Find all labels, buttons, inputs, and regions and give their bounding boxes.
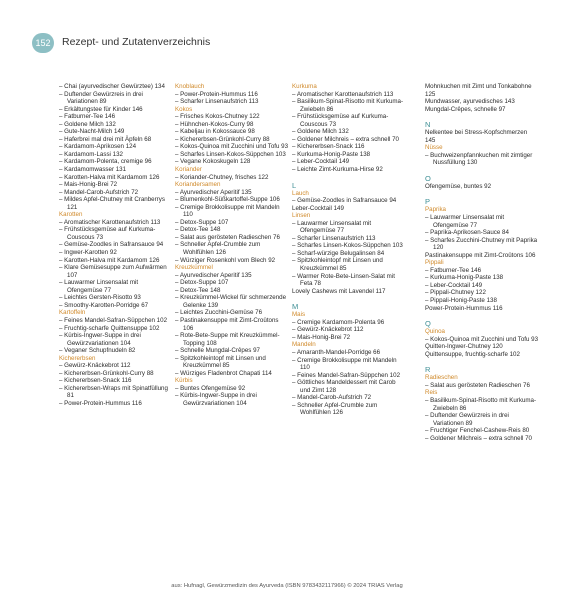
- index-subentry: – Kabeljau in Kokossauce 98: [175, 128, 255, 136]
- index-entry: Mungdal-Crêpes, schnelle 97: [425, 105, 506, 113]
- index-subentry: – Rote-Bete-Suppe mit Kreuzkümmel-Topping 108: [175, 332, 280, 347]
- index-subentry: – Gemüse-Zoodles in Safransauce 94: [292, 197, 397, 205]
- index-entry: Ofengemüse, buntes 92: [425, 182, 492, 190]
- index-subentry: – Ingwer-Karotten 92: [59, 249, 117, 257]
- index-subentry: – Kürbis-Ingwer-Suppe in drei Gewürzvariationen 104: [175, 392, 257, 407]
- index-section-heading: Kartoffeln: [59, 309, 86, 317]
- index-subentry: – Mildes Apfel-Chutney mit Cranberrys 121: [59, 196, 165, 211]
- index-section-heading: Nüsse: [425, 144, 443, 152]
- index-subentry: – Erkältungstee für Kinder 146: [59, 105, 143, 113]
- index-subentry: – Cremige Brokkolisuppe mit Mandeln 110: [175, 203, 280, 219]
- index-subentry: – Fatburner-Tee 146: [59, 113, 116, 121]
- index-entry: Quittensuppe, fruchtig-scharfe 102: [425, 350, 520, 358]
- index-subentry: – Goldener Milchreis – extra schnell 70: [292, 135, 399, 143]
- index-subentry: – Leber-Cocktail 149: [425, 281, 483, 289]
- index-subentry: – Frühstücksgemüse auf Kurkuma-Couscous 73: [59, 226, 156, 241]
- index-subentry: – Ayurvedischer Aperitif 135: [175, 188, 252, 196]
- index-subentry: – Lauwarmer Linsensalat mit Ofengemüse 77: [425, 214, 505, 229]
- index-subentry: – Kurkuma-Honig-Paste 138: [425, 274, 504, 282]
- index-subentry: – Kardamom-Polenta, cremige 96: [59, 158, 152, 166]
- section-spacer: [425, 312, 539, 316]
- index-subentry: – Kardamomwasser 131: [59, 166, 127, 174]
- index-subentry: – Gute-Nacht-Milch 149: [59, 128, 125, 136]
- index-section-heading: Karotten: [59, 211, 83, 219]
- index-subentry: – Spitzkohleintopf mit Linsen und Kreuzkümmel 85: [175, 354, 266, 370]
- index-subentry: – Frühstücksgemüse auf Kurkuma-Couscous 73: [292, 113, 389, 128]
- index-section-heading: Paprika: [425, 206, 446, 214]
- index-subentry: – Kichererbsen-Snack 116: [59, 377, 132, 385]
- index-section-heading: Kurkuma: [292, 83, 317, 90]
- index-subentry: – Paprika-Aprikosen-Sauce 84: [425, 229, 509, 237]
- index-subentry: – Detox-Suppe 107: [175, 218, 229, 226]
- index-section-heading: Radieschen: [425, 374, 458, 382]
- index-subentry: – Leichtes Gersten-Risotto 93: [59, 294, 141, 302]
- index-letter-heading: M: [292, 302, 299, 312]
- index-entry: Power-Protein-Hummus 116: [425, 304, 503, 312]
- index-entry: Nelkentee bei Stress-Kopfschmerzen 145: [425, 129, 528, 144]
- index-subentry: – Feines Mandel-Safran-Süppchen 102: [292, 371, 401, 379]
- index-section-heading: Koriandersamen: [175, 181, 221, 189]
- index-subentry: – Klare Gemüsesuppe zum Aufwärmen 107: [59, 264, 167, 279]
- index-subentry: – Würziges Fladenbrot Chapati 114: [175, 369, 272, 377]
- index-subentry: – Mais-Honig-Brei 72: [59, 181, 118, 189]
- index-section-heading: Pippali: [425, 259, 444, 267]
- index-subentry: – Würziger Rosenkohl vom Blech 92: [175, 256, 276, 264]
- index-subentry: – Fruchtig-scharfe Quittensuppe 102: [59, 324, 160, 332]
- index-subentry: – Cremige Brokkolisuppe mit Mandeln 110: [292, 356, 397, 372]
- index-subentry: – Kichererbsen-Grünkohl-Curry 88: [59, 369, 154, 377]
- index-letter-heading: N: [425, 120, 431, 130]
- section-spacer: [425, 113, 539, 117]
- index-section-heading: Mais: [292, 311, 306, 319]
- index-subentry: – Chai (ayurvedischer Gewürztee) 134: [59, 83, 165, 90]
- index-letter-heading: R: [425, 365, 431, 375]
- index-letter-heading: O: [425, 173, 431, 183]
- index-subentry: – Buchweizenpfannkuchen mit zimtiger Nussfüllung 130: [425, 151, 533, 167]
- index-subentry: – Detox-Tee 148: [175, 286, 221, 294]
- index-subentry: – Kichererbsen-Snack 116: [292, 143, 365, 151]
- index-entry: Leber-Cocktail 149: [292, 204, 344, 212]
- index-subentry: – Karotten-Halva mit Kardamom 126: [59, 256, 160, 264]
- index-subentry: – Kreuzkümmel-Wickel für schmerzende Gelenke 139: [175, 294, 287, 309]
- index-subentry: – Warmer Rote-Bete-Linsen-Salat mit Feta 78: [292, 272, 395, 288]
- index-subentry: – Kardamom-Lassi 132: [59, 150, 123, 158]
- index-section-heading: Kürbis: [175, 377, 193, 385]
- index-subentry: – Vegane Kokoskugeln 128: [175, 158, 251, 166]
- index-column-3: [292, 83, 406, 417]
- section-spacer: [425, 358, 539, 362]
- page-number-badge: 152: [32, 33, 54, 53]
- index-subentry: – Aromatischer Karottenaufstrich 113: [292, 90, 394, 98]
- index-subentry: – Kokos-Quinoa mit Zucchini und Tofu 93: [175, 143, 289, 151]
- index-letter-heading: P: [425, 197, 431, 207]
- index-subentry: – Leber-Cocktail 149: [292, 158, 350, 166]
- index-section-heading: Kichererbsen: [59, 354, 96, 362]
- index-entry: Mundwasser, ayurvedisches 143: [425, 98, 515, 106]
- index-subentry: – Power-Protein-Hummus 116: [175, 90, 258, 98]
- index-subentry: – Basilikum-Spinat-Risotto mit Kurkuma-Zwiebeln 86: [292, 98, 404, 113]
- index-subentry: – Ayurvedischer Aperitif 135: [175, 271, 252, 279]
- index-entry: Pastinakensuppe mit Zimt-Croûtons 106: [425, 251, 536, 259]
- index-subentry: – Kichererbsen-Grünkohl-Curry 88: [175, 135, 270, 143]
- index-subentry: – Schneller Apfel-Crumble zum Wohlfühlen 126: [292, 401, 378, 417]
- index-subentry: – Salat aus gerösteten Radieschen 76: [175, 233, 280, 241]
- index-letter-heading: L: [292, 180, 297, 190]
- index-subentry: – Power-Protein-Hummus 116: [59, 399, 142, 407]
- footer-credit: aus: Hufnagl, Gewürzmedizin des Ayurveda (ISBN 9783432117966) © 2024 TRIAS Verlag: [171, 583, 403, 589]
- index-subentry: – Duftender Gewürzreis in drei Variationen 89: [425, 412, 509, 427]
- index-subentry: – Buntes Ofengemüse 92: [175, 384, 246, 392]
- index-subentry: – Scharfer Linsenaufstrich 113: [292, 234, 376, 242]
- index-subentry: – Goldene Milch 132: [292, 128, 349, 136]
- index-subentry: – Mandel-Carob-Aufstrich 72: [292, 394, 372, 402]
- index-subentry: – Leichtes Zucchini-Gemüse 76: [175, 309, 263, 317]
- index-subentry: – Scharfes Zucchini-Chutney mit Paprika 120: [425, 236, 538, 252]
- index-subentry: – Goldene Milch 132: [59, 120, 116, 128]
- section-spacer: [292, 174, 406, 178]
- index-section-heading: Koriander: [175, 166, 202, 174]
- index-column-2: [175, 83, 289, 408]
- index-subentry: – Koriander-Chutney, frisches 122: [175, 173, 269, 181]
- index-subentry: – Göttliches Mandeldessert mit Carob und Zimt 128: [292, 379, 396, 394]
- index-subentry: – Detox-Suppe 107: [175, 279, 229, 287]
- index-subentry: – Scharfes Linsen-Kokos-Süppchen 103: [175, 150, 286, 158]
- index-subentry: – Mais-Honig-Brei 72: [292, 333, 351, 341]
- index-subentry: – Veganer Schupfnudeln 82: [59, 347, 136, 355]
- index-subentry: – Fatburner-Tee 146: [425, 266, 482, 274]
- index-entry: Lovely Cashews mit Lavendel 117: [292, 287, 386, 295]
- index-subentry: – Goldener Milchreis – extra schnell 70: [425, 434, 532, 442]
- index-subentry: – Gewürz-Knäckebrot 112: [292, 326, 364, 334]
- index-column-4: [425, 83, 539, 442]
- index-subentry: – Gewürz-Knäckebrot 112: [59, 362, 131, 370]
- index-subentry: – Feines Mandel-Safran-Süppchen 102: [59, 316, 168, 324]
- index-subentry: – Pippali-Honig-Paste 138: [425, 297, 497, 305]
- index-subentry: – Schneller Apfel-Crumble zum Wohlfühlen 126: [175, 241, 261, 257]
- index-subentry: – Scharfer Linsenaufstrich 113: [175, 98, 259, 106]
- index-section-heading: Kreuzkümmel: [175, 264, 213, 272]
- index-section-heading: Kokos: [175, 105, 193, 113]
- index-subentry: – Kürbis-Ingwer-Suppe in drei Gewürzvariationen 104: [59, 332, 141, 347]
- index-subentry: – Lauwarmer Linsensalat mit Ofengemüse 77: [59, 279, 139, 294]
- running-title: Rezept- und Zutatenverzeichnis: [62, 36, 211, 48]
- index-subentry: – Salat aus gerösteten Radieschen 76: [425, 381, 530, 389]
- index-section-heading: Mandeln: [292, 341, 316, 349]
- index-subentry: – Kurkuma-Honig-Paste 138: [292, 150, 371, 158]
- index-subentry: – Duftender Gewürzreis in drei Variationen 89: [59, 90, 143, 106]
- index-subentry: – Aromatischer Karottenaufstrich 113: [59, 218, 161, 226]
- index-subentry: – Scharfes Linsen-Kokos-Süppchen 103: [292, 242, 403, 250]
- index-subentry: – Lauwarmer Linsensalat mit Ofengemüse 77: [292, 219, 372, 235]
- index-subentry: – Basilikum-Spinat-Risotto mit Kurkuma-Zwiebeln 86: [425, 396, 537, 412]
- index-subentry: – Fruchtiger Fenchel-Cashew-Reis 80: [425, 427, 530, 435]
- index-subentry: – Haferbrei mal drei mit Äpfeln 68: [59, 135, 152, 143]
- index-subentry: – Amaranth-Mandel-Porridge 66: [292, 348, 381, 356]
- index-section-heading: Lauch: [292, 189, 309, 197]
- index-subentry: – Cremige Kardamom-Polenta 96: [292, 318, 385, 326]
- index-column-1: [59, 83, 173, 408]
- index-subentry: – Schnelle Mungdal-Crêpes 97: [175, 347, 260, 355]
- index-subentry: – Smoothy-Karotten-Porridge 67: [59, 301, 149, 309]
- index-subentry: – Detox-Tee 148: [175, 226, 221, 234]
- index-subentry: – Hühnchen-Kokos-Curry 98: [175, 120, 254, 128]
- index-subentry: – Spitzkohleintopf mit Linsen und Kreuzkümmel 85: [292, 257, 383, 273]
- index-subentry: – Mandel-Carob-Aufstrich 72: [59, 188, 139, 196]
- index-letter-heading: Q: [425, 319, 431, 329]
- index-subentry: – Kokos-Quinoa mit Zucchini und Tofu 93: [425, 335, 539, 343]
- index-entry: Quitten-Ingwer-Chutney 120: [425, 343, 503, 351]
- index-subentry: – Pastinakensuppe mit Zimt-Croûtons 106: [175, 316, 279, 332]
- index-subentry: – Leichte Zimt-Kurkuma-Hirse 92: [292, 166, 383, 174]
- section-spacer: [425, 190, 539, 194]
- index-section-heading: Reis: [425, 389, 438, 397]
- section-spacer: [292, 295, 406, 299]
- index-section-heading: Linsen: [292, 212, 311, 220]
- index-subentry: – Frisches Kokos-Chutney 122: [175, 113, 260, 121]
- index-subentry: – Blumenkohl-Süßkartoffel-Suppe 106: [175, 196, 280, 204]
- index-subentry: – Scharf-würzige Belugalinsen 84: [292, 249, 385, 257]
- page-header: [0, 0, 574, 56]
- section-spacer: [425, 167, 539, 171]
- index-subentry: – Karotten-Halva mit Kardamom 126: [59, 173, 160, 181]
- index-section-heading: Knoblauch: [175, 83, 205, 90]
- index-entry: Mohnkuchen mit Zimt und Tonkabohne 125: [425, 83, 532, 98]
- index-subentry: – Kardamom-Aprikosen 124: [59, 143, 137, 151]
- index-subentry: – Gemüse-Zoodles in Safransauce 94: [59, 241, 164, 249]
- index-subentry: – Kichererbsen-Wraps mit Spinatfüllung 81: [59, 384, 168, 400]
- index-section-heading: Quinoa: [425, 328, 445, 336]
- index-subentry: – Pippali-Chutney 122: [425, 289, 486, 297]
